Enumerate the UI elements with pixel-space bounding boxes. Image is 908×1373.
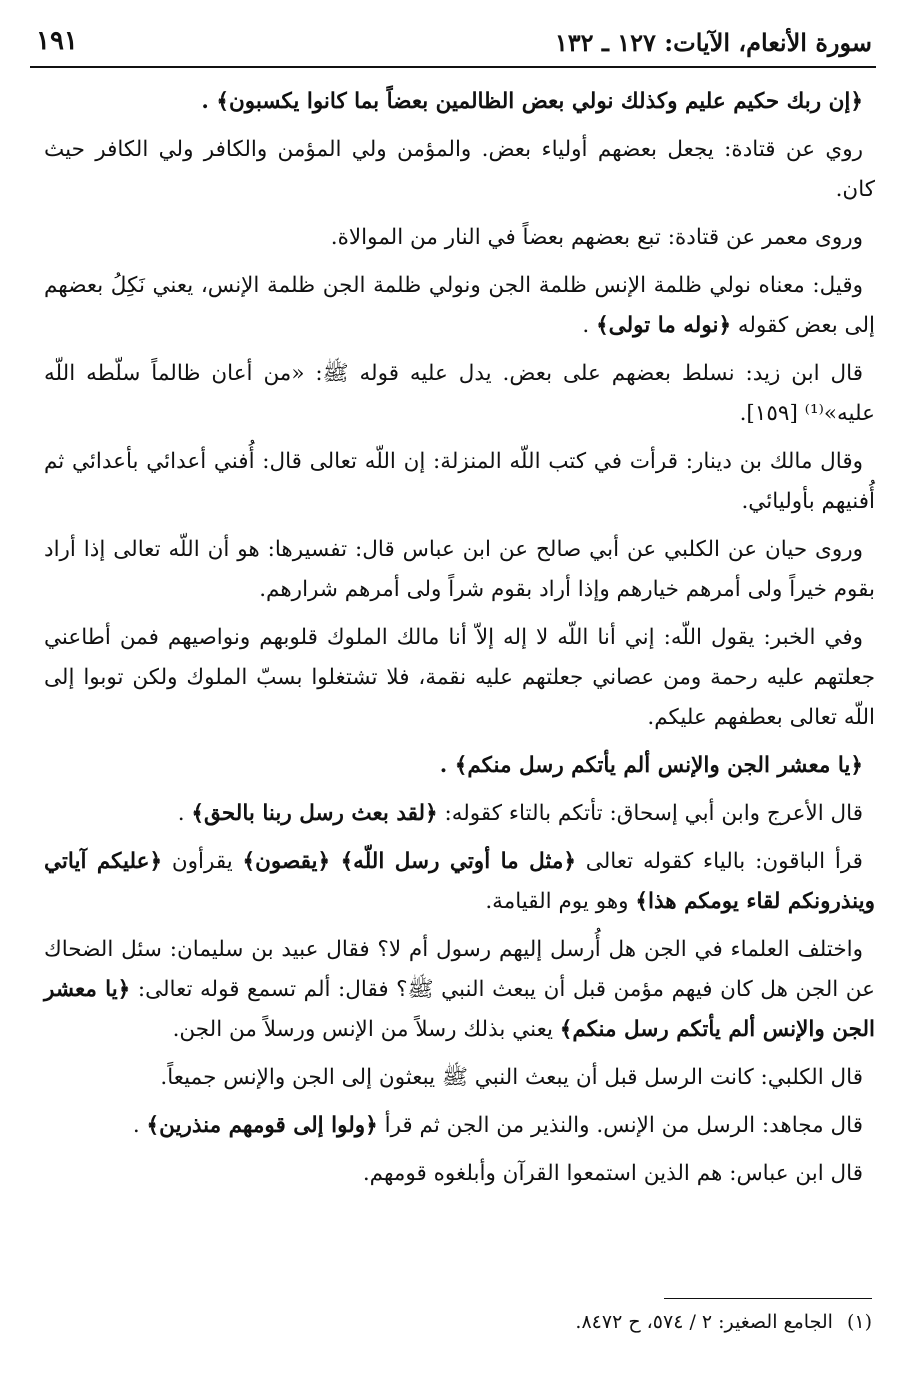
- text-paragraph: قال ابن عباس: هم الذين استمعوا القرآن وأبلغوه قومهم.: [362, 1161, 863, 1186]
- verse-quote: ﴿ولوا إلى قومهم منذرين﴾: [146, 1113, 378, 1138]
- text-run: .: [132, 1113, 147, 1138]
- footnote: [44, 1306, 872, 1338]
- text-paragraph: قال ابن زيد: نسلط بعضهم على بعض. يدل عليه قوله ﷺ: «من أعان ظالماً سلّطه اللّه عليه»⁽¹⁾ [١٥٩].: [44, 361, 875, 426]
- verse-quote: ﴿نوله ما تولى﴾: [596, 313, 732, 338]
- text-run: وهو يوم القيامة.: [485, 889, 636, 914]
- text-run: قال مجاهد: الرسل من الإنس. والنذير من الجن ثم قرأ: [377, 1113, 863, 1138]
- text-run: قال الأعرج وابن أبي إسحاق: تأتكم بالتاء كقوله:: [437, 801, 863, 826]
- verse-quote: ﴿مثل ما أوتي رسل اللّه﴾ ﴿يقصون﴾: [242, 849, 576, 874]
- verse-quote: ﴿يا معشر الجن والإنس ألم يأتكم رسل منكم﴾: [44, 977, 875, 1042]
- text-run: وقيل: معناه نولي ظلمة الإنس ظلمة الجن ونولي ظلمة الجن ظلمة الإنس، يعني نَكِلُ بعضهم إلى بعض كقوله: [44, 273, 875, 338]
- page-number: ١٩١: [36, 26, 78, 56]
- text-run: يقرأون: [162, 849, 243, 874]
- text-paragraph: وروى حيان عن الكلبي عن أبي صالح عن ابن عباس قال: تفسيرها: هو أن اللّه تعالى إذا أراد بقوم خيراً ولى أمرهم خيارهم وإذا أراد بقوم شراً ولى أمرهم شرارهم.: [44, 537, 875, 602]
- verse-quote: ﴿لقد بعث رسل ربنا بالحق﴾: [191, 801, 438, 826]
- text-paragraph: [44, 1106, 875, 1146]
- verse-paragraph: ﴿يا معشر الجن والإنس ألم يأتكم رسل منكم﴾ .: [439, 753, 863, 778]
- text-run: .: [177, 801, 192, 826]
- text-paragraph: [44, 794, 875, 834]
- footnote-number: (١): [846, 1311, 872, 1333]
- footnote-text: الجامع الصغير: ٢ / ٥٧٤، ح ٨٤٧٢.: [575, 1311, 833, 1333]
- page-body: [44, 82, 875, 1202]
- text-paragraph: [44, 842, 875, 922]
- text-paragraph: [44, 266, 875, 346]
- text-paragraph: روي عن قتادة: يجعل بعضهم أولياء بعض. والمؤمن ولي المؤمن والكافر ولي الكافر حيث كان.: [44, 137, 875, 202]
- verse-quote: ﴿عليكم آياتي وينذرونكم لقاء يومكم هذا﴾: [44, 849, 875, 914]
- text-paragraph: وفي الخبر: يقول اللّه: إني أنا اللّه لا إله إلاّ أنا مالك الملوك قلوبهم ونواصيهم فمن أطاعني جعلتهم عليه رحمة ومن عصاني جعلتهم عليه نقمة، فلا تشتغلوا بسبّ الملوك ولكن توبوا إلى اللّه تعالى بعطفهم عليكم.: [44, 625, 875, 730]
- text-paragraph: وقال مالك بن دينار: قرأت في كتب اللّه المنزلة: إن اللّه تعالى قال: أُفني أعدائي بأعدائي ثم أُفنيهم بأوليائي.: [44, 449, 875, 514]
- text-run: يعني بذلك رسلاً من الإنس ورسلاً من الجن.: [172, 1017, 560, 1042]
- running-header: [30, 22, 876, 68]
- text-run: .: [582, 313, 597, 338]
- verse-paragraph: ﴿إن ربك حكيم عليم وكذلك نولي بعض الظالمين بعضاً بما كانوا يكسبون﴾ .: [201, 89, 863, 114]
- text-run: قرأ الباقون: بالياء كقوله تعالى: [576, 849, 863, 874]
- text-paragraph: [44, 930, 875, 1050]
- page-header-title: سورة الأنعام، الآيات: ١٢٧ ـ ١٣٢: [554, 28, 872, 57]
- text-run: واختلف العلماء في الجن هل أُرسل إليهم رسول أم لا؟ فقال عبيد بن سليمان: سئل الضحاك عن الجن هل كان فيهم مؤمن قبل أن يبعث النبي ﷺ؟ فقال: ألم تسمع قوله تعالى:: [44, 937, 875, 1002]
- footnote-divider: [664, 1298, 872, 1299]
- text-paragraph: وروى معمر عن قتادة: تبع بعضهم بعضاً في النار من الموالاة.: [330, 225, 863, 250]
- text-paragraph: قال الكلبي: كانت الرسل قبل أن يبعث النبي ﷺ يبعثون إلى الجن والإنس جميعاً.: [160, 1065, 863, 1090]
